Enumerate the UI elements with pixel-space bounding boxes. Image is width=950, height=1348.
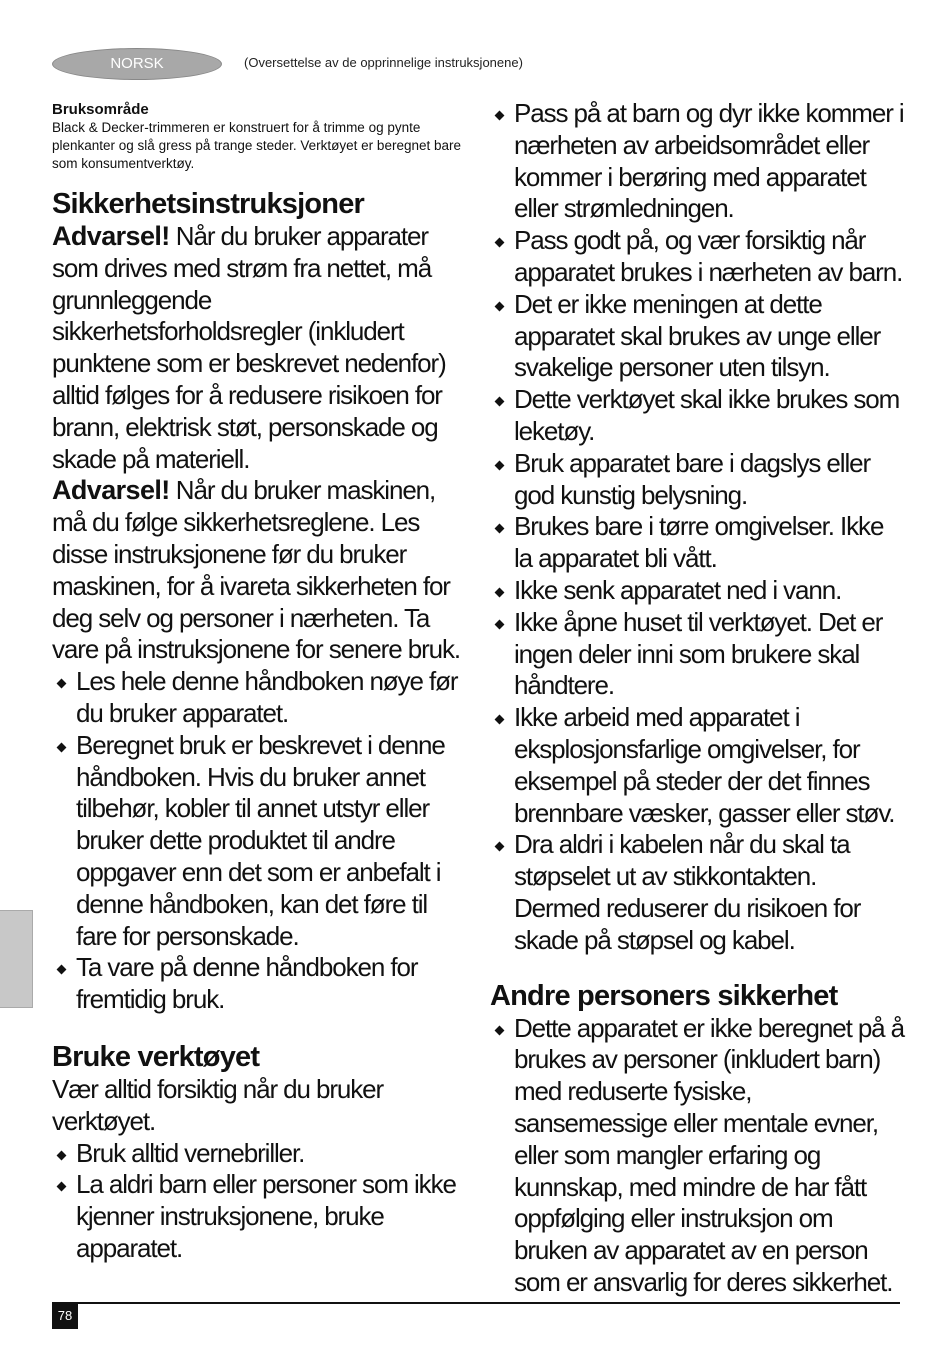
diamond-bullet-icon bbox=[495, 301, 505, 311]
safety-bullet-list bbox=[52, 666, 462, 1016]
list-item: Ikke åpne huset til verktøyet. Det er ingen deler inni som brukere skal håndtere. bbox=[490, 607, 905, 702]
footer-rule bbox=[52, 1302, 900, 1304]
diamond-bullet-icon bbox=[495, 111, 505, 121]
diamond-bullet-icon bbox=[495, 619, 505, 629]
list-item: Bruk apparatet bare i dagslys eller god kunstig belysning. bbox=[490, 448, 905, 512]
right-column bbox=[490, 98, 905, 1299]
safety-bullet-list-continued bbox=[490, 98, 905, 957]
list-item: Les hele denne håndboken nøye før du bruker apparatet. bbox=[52, 666, 462, 730]
warning-text: Når du bruker apparater som drives med strøm fra nettet, må grunnleggende sikkerhetsforholdsregler (inkludert punktene som er beskrevet nedenfor) alltid følges for å redusere risikoen for brann, elektrisk støt, personskade og skade på materiell. bbox=[52, 221, 446, 474]
intro-text: Black & Decker-trimmeren er konstruert for å trimme og pynte plenkanter og slå gress på trange steder. Verktøyet er beregnet bare som konsumentverktøy. bbox=[52, 120, 461, 171]
diamond-bullet-icon bbox=[495, 460, 505, 470]
diamond-bullet-icon bbox=[495, 588, 505, 598]
others-safety-heading: Andre personers sikkerhet bbox=[490, 979, 838, 1012]
intro-heading: Bruksområde bbox=[52, 101, 149, 118]
others-bullet-list bbox=[490, 1013, 905, 1299]
safety-heading: Sikkerhetsinstruksjoner bbox=[52, 188, 365, 220]
diamond-bullet-icon bbox=[57, 679, 67, 689]
list-item: Pass godt på, og vær forsiktig når apparatet brukes i nærheten av barn. bbox=[490, 225, 905, 289]
list-item: Bruk alltid vernebriller. bbox=[52, 1138, 462, 1170]
warning-label: Advarsel! bbox=[52, 475, 170, 506]
warning-paragraph-1 bbox=[52, 221, 462, 475]
diamond-bullet-icon bbox=[495, 842, 505, 852]
diamond-bullet-icon bbox=[57, 742, 67, 752]
left-column bbox=[52, 100, 462, 1265]
diamond-bullet-icon bbox=[57, 965, 67, 975]
using-heading: Bruke verktøyet bbox=[52, 1040, 260, 1073]
using-text: Vær alltid forsiktig når du bruker verktøyet. bbox=[52, 1073, 384, 1136]
diamond-bullet-icon bbox=[495, 715, 505, 725]
diamond-bullet-icon bbox=[57, 1182, 67, 1192]
language-badge: NORSK bbox=[52, 48, 222, 80]
list-item: La aldri barn eller personer som ikke kjenner instruksjonene, bruke apparatet. bbox=[52, 1169, 462, 1264]
translation-note: (Oversettelse av de opprinnelige instruksjonene) bbox=[244, 55, 523, 70]
list-item: Dette apparatet er ikke beregnet på å brukes av personer (inkludert barn) med reduserte fysiske, sansemessige eller mentale evner, eller som mangler erfaring og kunnskap, med mindre de har fått oppfølging eller instruksjon om bruken av apparatet av en person som er ansvarlig for deres sikkerhet. bbox=[490, 1013, 905, 1299]
diamond-bullet-icon bbox=[495, 397, 505, 407]
list-item: Brukes bare i tørre omgivelser. Ikke la apparatet bli vått. bbox=[490, 511, 905, 575]
list-item: Dette verktøyet skal ikke brukes som leketøy. bbox=[490, 384, 905, 448]
section-side-tab bbox=[0, 910, 33, 1008]
warning-label: Advarsel! bbox=[52, 221, 170, 251]
diamond-bullet-icon bbox=[57, 1150, 67, 1160]
list-item: Dra aldri i kabelen når du skal ta støpselet ut av stikkontakten. Dermed reduserer du risikoen for skade på støpsel og kabel. bbox=[490, 829, 905, 956]
list-item: Ikke arbeid med apparatet i eksplosjonsfarlige omgivelser, for eksempel på steder der det finnes brennbare væsker, gasser eller støv. bbox=[490, 702, 905, 829]
page-number: 78 bbox=[52, 1303, 78, 1329]
warning-paragraph-2 bbox=[52, 475, 462, 666]
list-item: Ta vare på denne håndboken for fremtidig bruk. bbox=[52, 952, 462, 1016]
using-bullet-list bbox=[52, 1138, 462, 1265]
diamond-bullet-icon bbox=[495, 238, 505, 248]
list-item: Pass på at barn og dyr ikke kommer i nærheten av arbeidsområdet eller kommer i berøring med apparatet eller strømledningen. bbox=[490, 98, 905, 225]
warning-text: Når du bruker maskinen, må du følge sikkerhetsreglene. Les disse instruksjonene før du bruker maskinen, for å ivareta sikkerheten for deg selv og personer i nærheten. Ta vare på instruksjonene for senere bruk. bbox=[52, 475, 461, 665]
diamond-bullet-icon bbox=[495, 524, 505, 534]
list-item: Det er ikke meningen at dette apparatet skal brukes av unge eller svakelige personer uten tilsyn. bbox=[490, 289, 905, 384]
list-item: Ikke senk apparatet ned i vann. bbox=[490, 575, 905, 607]
diamond-bullet-icon bbox=[495, 1025, 505, 1035]
list-item: Beregnet bruk er beskrevet i denne håndboken. Hvis du bruker annet tilbehør, kobler til annet utstyr eller bruker dette produktet til andre oppgaver enn det som er anbefalt i denne håndboken, kan det føre til fare for personskade. bbox=[52, 730, 462, 953]
